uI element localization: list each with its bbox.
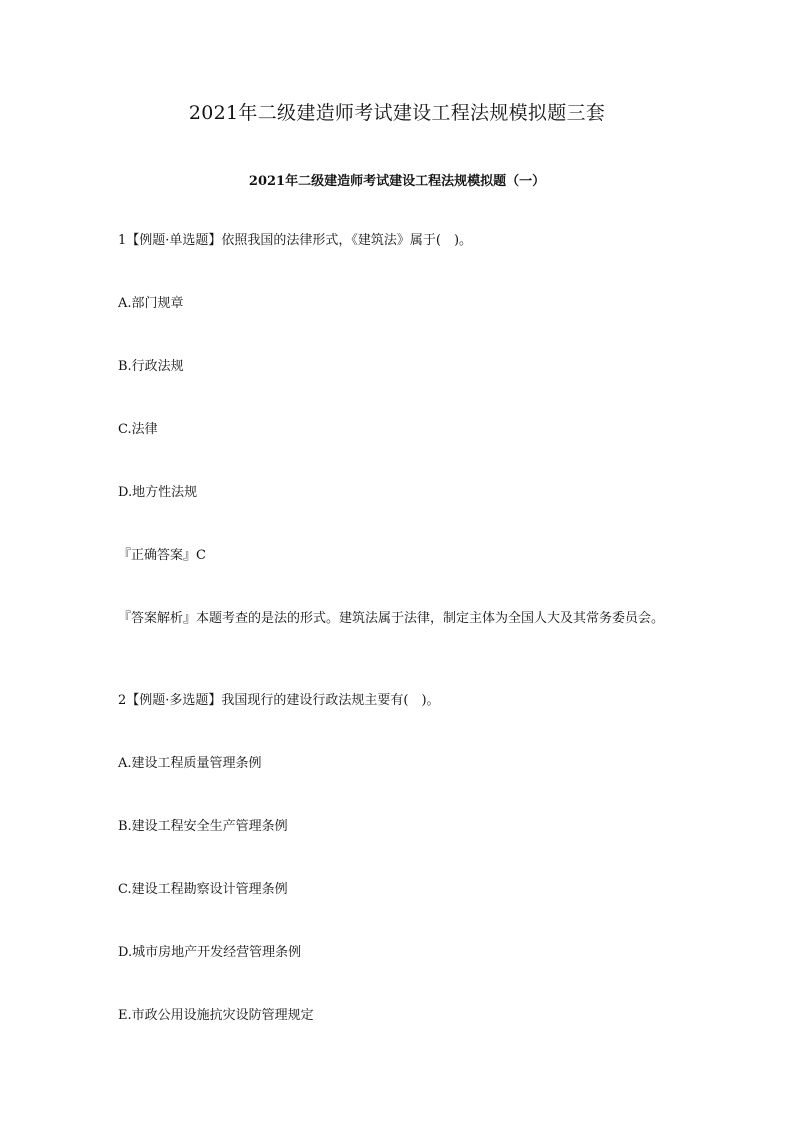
- question-1-stem: 1【例题·单选题】依照我国的法律形式，《建筑法》属于( )。: [118, 233, 473, 248]
- question-2-option-a: A.建设工程质量管理条例: [118, 756, 262, 771]
- question-2-option-c: C.建设工程勘察设计管理条例: [118, 882, 288, 897]
- question-1-option-d: D.地方性法规: [118, 485, 198, 500]
- question-2-option-d: D.城市房地产开发经营管理条例: [118, 945, 302, 960]
- question-1-option-b: B.行政法规: [118, 359, 184, 374]
- question-1-option-a: A.部门规章: [118, 296, 184, 311]
- document-title: 2021年二级建造师考试建设工程法规模拟题三套: [188, 102, 606, 124]
- question-1-analysis: 『答案解析』本题考查的是法的形式。建筑法属于法律，制定主体为全国人大及其常务委员会。: [118, 611, 665, 626]
- question-2-option-e: E.市政公用设施抗灾设防管理规定: [118, 1008, 314, 1023]
- question-1-option-c: C.法律: [118, 422, 158, 437]
- question-2-option-b: B.建设工程安全生产管理条例: [118, 819, 288, 834]
- question-1-answer: 『正确答案』C: [118, 548, 206, 563]
- section-title: 2021年二级建造师考试建设工程法规模拟题（一）: [248, 174, 546, 189]
- question-2-stem: 2【例题·多选题】我国现行的建设行政法规主要有( )。: [118, 693, 440, 708]
